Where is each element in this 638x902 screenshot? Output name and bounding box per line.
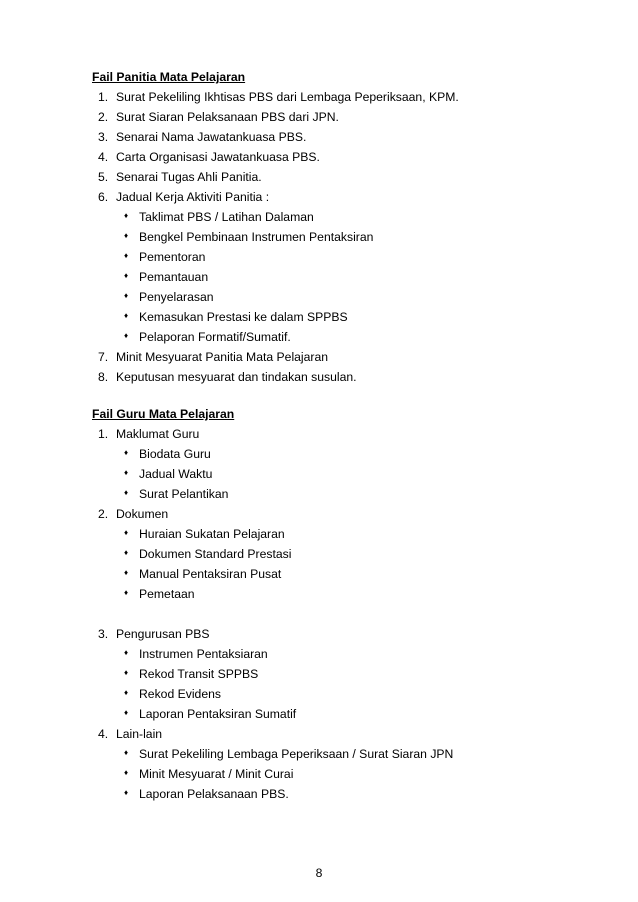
bullet-text: Rekod Transit SPPBS xyxy=(139,667,259,681)
bullet-text: Rekod Evidens xyxy=(139,687,221,701)
item-text: Senarai Nama Jawatankuasa PBS. xyxy=(116,130,307,144)
item-number: 4. xyxy=(98,150,109,164)
item-text: Keputusan mesyuarat dan tindakan susulan. xyxy=(116,370,357,384)
item-text: Lain-lain xyxy=(116,727,163,741)
diamond-bullet-icon: ♦ xyxy=(124,708,129,717)
bullet-text: Taklimat PBS / Latihan Dalaman xyxy=(139,210,314,224)
diamond-bullet-icon: ♦ xyxy=(124,311,129,320)
bullet-text: Manual Pentaksiran Pusat xyxy=(139,567,282,581)
item-number: 1. xyxy=(98,427,109,441)
item-text: Carta Organisasi Jawatankuasa PBS. xyxy=(116,150,320,164)
item-text: Jadual Kerja Aktiviti Panitia : xyxy=(116,190,270,204)
bullet-text: Bengkel Pembinaan Instrumen Pentaksiran xyxy=(139,230,374,244)
item-number: 6. xyxy=(98,190,109,204)
item-text: Senarai Tugas Ahli Panitia. xyxy=(116,170,262,184)
item-text: Pengurusan PBS xyxy=(116,627,210,641)
diamond-bullet-icon: ♦ xyxy=(124,528,129,537)
diamond-bullet-icon: ♦ xyxy=(124,688,129,697)
bullet-text: Pemetaan xyxy=(139,587,195,601)
bullet-text: Kemasukan Prestasi ke dalam SPPBS xyxy=(139,310,348,324)
bullet-text: Laporan Pentaksiran Sumatif xyxy=(139,707,297,721)
bullet-text: Jadual Waktu xyxy=(139,467,213,481)
item-text: Minit Mesyuarat Panitia Mata Pelajaran xyxy=(116,350,329,364)
diamond-bullet-icon: ♦ xyxy=(124,231,129,240)
item-text: Surat Siaran Pelaksanaan PBS dari JPN. xyxy=(116,110,339,124)
diamond-bullet-icon: ♦ xyxy=(124,488,129,497)
bullet-text: Laporan Pelaksanaan PBS. xyxy=(139,787,289,801)
item-number: 4. xyxy=(98,727,109,741)
bullet-text: Surat Pelantikan xyxy=(139,487,229,501)
diamond-bullet-icon: ♦ xyxy=(124,548,129,557)
bullet-text: Pementoran xyxy=(139,250,206,264)
bullet-text: Dokumen Standard Prestasi xyxy=(139,547,292,561)
item-number: 2. xyxy=(98,110,109,124)
diamond-bullet-icon: ♦ xyxy=(124,748,129,757)
item-number: 7. xyxy=(98,350,109,364)
bullet-text: Surat Pekeliling Lembaga Peperiksaan / Surat Siaran JPN xyxy=(139,747,454,761)
bullet-text: Penyelarasan xyxy=(139,290,214,304)
bullet-text: Pemantauan xyxy=(139,270,209,284)
bullet-text: Pelaporan Formatif/Sumatif. xyxy=(139,330,291,344)
section-heading: Fail Guru Mata Pelajaran xyxy=(92,407,235,421)
diamond-bullet-icon: ♦ xyxy=(124,468,129,477)
item-number: 2. xyxy=(98,507,109,521)
diamond-bullet-icon: ♦ xyxy=(124,251,129,260)
diamond-bullet-icon: ♦ xyxy=(124,768,129,777)
item-number: 3. xyxy=(98,130,109,144)
diamond-bullet-icon: ♦ xyxy=(124,211,129,220)
diamond-bullet-icon: ♦ xyxy=(124,448,129,457)
item-number: 8. xyxy=(98,370,109,384)
item-number: 3. xyxy=(98,627,109,641)
item-text: Surat Pekeliling Ikhtisas PBS dari Lembaga Peperiksaan, KPM. xyxy=(116,90,459,104)
diamond-bullet-icon: ♦ xyxy=(124,668,129,677)
item-text: Dokumen xyxy=(116,507,169,521)
diamond-bullet-icon: ♦ xyxy=(124,588,129,597)
section-heading: Fail Panitia Mata Pelajaran xyxy=(92,70,246,84)
item-number: 1. xyxy=(98,90,109,104)
diamond-bullet-icon: ♦ xyxy=(124,331,129,340)
diamond-bullet-icon: ♦ xyxy=(124,291,129,300)
bullet-text: Minit Mesyuarat / Minit Curai xyxy=(139,767,294,781)
item-number: 5. xyxy=(98,170,109,184)
diamond-bullet-icon: ♦ xyxy=(124,648,129,657)
diamond-bullet-icon: ♦ xyxy=(124,568,129,577)
bullet-text: Huraian Sukatan Pelajaran xyxy=(139,527,285,541)
diamond-bullet-icon: ♦ xyxy=(124,788,129,797)
bullet-text: Instrumen Pentaksiaran xyxy=(139,647,268,661)
bullet-text: Biodata Guru xyxy=(139,447,211,461)
diamond-bullet-icon: ♦ xyxy=(124,271,129,280)
page-number: 8 xyxy=(315,866,323,880)
item-text: Maklumat Guru xyxy=(116,427,200,441)
